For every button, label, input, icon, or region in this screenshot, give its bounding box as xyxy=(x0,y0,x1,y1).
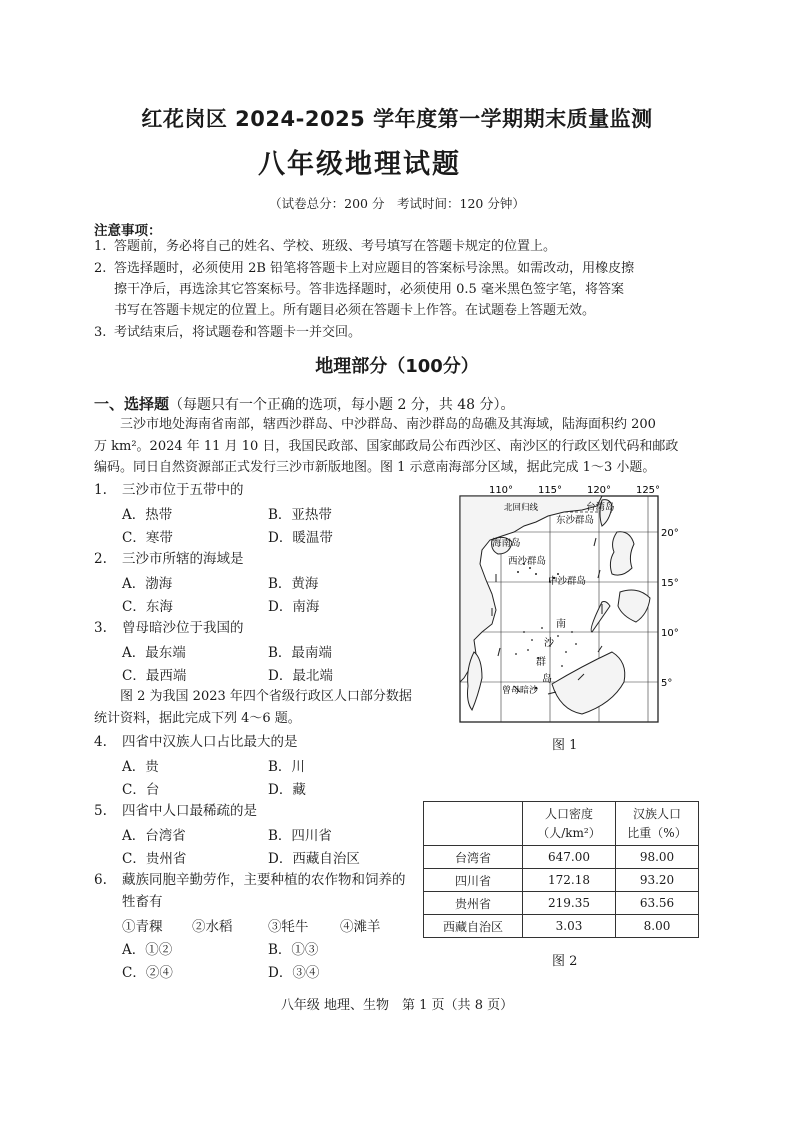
option: D．西藏自治区 xyxy=(268,851,360,867)
option: B．①③ xyxy=(268,942,319,958)
question-stem: 四省中人口最稀疏的是 xyxy=(122,803,257,819)
note-number: 2. xyxy=(94,261,107,276)
note-text: 考试结束后，将试题卷和答题卡一并交回。 xyxy=(114,325,362,340)
note-text: 书写在答题卡规定的位置上。所有题目必须在答题卡上作答。在试题卷上答题无效。 xyxy=(114,303,596,318)
province-name: 四川省 xyxy=(424,869,523,892)
note-item-2 xyxy=(94,258,706,321)
subject-title: 八年级地理试题 xyxy=(258,149,461,180)
question-number: 6. xyxy=(94,872,107,888)
question-number: 5. xyxy=(94,803,107,819)
note-text: 答题前，务必将自己的姓名、学校、班级、考号填写在答题卡规定的位置上。 xyxy=(114,239,557,254)
lat-label: 10° xyxy=(661,628,679,639)
question-stem: 藏族同胞辛勤劳作，主要种植的农作物和饲养的 xyxy=(122,872,406,888)
question-stem: 曾母暗沙位于我国的 xyxy=(122,620,244,636)
density-value: 647.00 xyxy=(523,846,616,869)
header-line: 人口密度 xyxy=(544,806,593,821)
table-header-density xyxy=(523,802,616,846)
question-1 xyxy=(94,479,244,501)
lat-label: 15° xyxy=(661,578,679,589)
table-row xyxy=(424,915,699,938)
choice-item: ②水稻 xyxy=(192,919,233,935)
question-6 xyxy=(94,869,406,891)
map-label-qun: 群 xyxy=(536,657,546,668)
lat-label: 20° xyxy=(661,528,679,539)
note-number: 1. xyxy=(94,239,107,254)
han-value: 93.20 xyxy=(616,869,699,892)
option: C．东海 xyxy=(122,599,173,615)
han-value: 8.00 xyxy=(616,915,699,938)
option: D．南海 xyxy=(268,599,320,615)
map-label-zhongsha: 中沙群岛 xyxy=(548,576,587,587)
question-stem: 三沙市所辖的海域是 xyxy=(122,551,244,567)
option: B．亚热带 xyxy=(268,507,332,523)
map-label-hainan: 海南岛 xyxy=(492,538,521,549)
figure-1-caption: 图 1 xyxy=(552,738,578,753)
province-name: 西藏自治区 xyxy=(424,915,523,938)
option: D．最北端 xyxy=(268,668,333,684)
page-footer: 八年级 地理、生物 第 1 页（共 8 页） xyxy=(280,998,514,1013)
option: A．热带 xyxy=(122,507,173,523)
lon-label: 110° xyxy=(488,485,514,496)
fig2-intro xyxy=(94,686,424,729)
question-number: 2. xyxy=(94,551,107,567)
option: C．最西端 xyxy=(122,668,187,684)
option: A．①② xyxy=(122,942,173,958)
table-header-row xyxy=(424,802,699,846)
part-instruction: （每题只有一个正确的选项，每小题 2 分，共 48 分）。 xyxy=(169,397,515,413)
note-text: 答选择题时，必须使用 2B 铅笔将答题卡上对应题目的答案标号涂黑。如需改动，用橡皮擦 xyxy=(114,261,635,276)
fig2-intro-line: 图 2 为我国 2023 年四个省级行政区人口部分数据 xyxy=(120,689,412,704)
exam-title: 红花岗区 2024-2025 学年度第一学期期末质量监测 xyxy=(141,107,653,131)
density-value: 172.18 xyxy=(523,869,616,892)
option: B．黄海 xyxy=(268,576,319,592)
question-5 xyxy=(94,800,257,822)
map-label-dongsha: 东沙群岛 xyxy=(556,515,595,526)
note-item-3 xyxy=(94,322,706,343)
option: A．最东端 xyxy=(122,645,186,661)
note-item-1 xyxy=(94,236,706,257)
figure-2-caption: 图 2 xyxy=(552,954,578,969)
option: C．贵州省 xyxy=(122,851,187,867)
density-value: 219.35 xyxy=(523,892,616,915)
map-label-tropic: 北回归线 xyxy=(504,503,539,513)
question-stem-cont: 牲畜有 xyxy=(122,894,163,910)
table-row xyxy=(424,846,699,869)
choice-item: ①青稞 xyxy=(122,919,163,935)
question-number: 3. xyxy=(94,620,107,636)
question-3 xyxy=(94,617,244,639)
exam-info: （试卷总分：200 分 考试时间：120 分钟） xyxy=(269,196,525,211)
map-label-taiwan: 台湾岛 xyxy=(586,502,615,513)
question-stem: 三沙市位于五带中的 xyxy=(122,482,244,498)
han-value: 63.56 xyxy=(616,892,699,915)
header-line: （人/km²） xyxy=(537,825,601,840)
density-value: 3.03 xyxy=(523,915,616,938)
option: D．暖温带 xyxy=(268,530,333,546)
lat-label: 5° xyxy=(661,678,673,689)
question-2 xyxy=(94,548,244,570)
option: A．渤海 xyxy=(122,576,173,592)
option: C．②④ xyxy=(122,965,173,981)
question-number: 4. xyxy=(94,734,107,750)
note-number: 3. xyxy=(94,325,107,340)
south-china-sea-map xyxy=(452,482,692,728)
intro-line: 万 km²。2024 年 11 月 10 日，我国民政部、国家邮政局公布西沙区、南沙区的行政区划代码和邮政 xyxy=(94,438,679,454)
lon-label: 115° xyxy=(537,485,563,496)
option: B．四川省 xyxy=(268,828,332,844)
option: A．台湾省 xyxy=(122,828,186,844)
part-heading xyxy=(94,393,515,414)
option: D．③④ xyxy=(268,965,320,981)
map-label-zengmu: 曾母暗沙 xyxy=(502,686,539,696)
option: B．川 xyxy=(268,759,305,775)
intro-line: 编码。同日自然资源部正式发行三沙市新版地图。图 1 示意南海部分区域，据此完成 1～3 小题。 xyxy=(94,460,656,475)
table-row xyxy=(424,892,699,915)
table-header-han xyxy=(616,802,699,846)
intro-paragraph xyxy=(94,414,706,479)
header-line: 汉族人口 xyxy=(632,806,681,821)
option: A．贵 xyxy=(122,759,159,775)
map-label-sha: 沙 xyxy=(544,638,554,649)
han-value: 98.00 xyxy=(616,846,699,869)
notes-heading: 注意事项： xyxy=(94,223,162,239)
fig2-intro-line: 统计资料，据此完成下列 4～6 题。 xyxy=(94,710,301,726)
province-name: 贵州省 xyxy=(424,892,523,915)
province-name: 台湾省 xyxy=(424,846,523,869)
table-header-empty xyxy=(424,802,523,846)
note-text: 擦干净后，再选涂其它答案标号。答非选择题时，必须使用 0.5 毫米黑色签字笔，将答案 xyxy=(114,282,624,297)
map-label-dao: 岛 xyxy=(542,674,552,685)
section-title: 地理部分（100分） xyxy=(315,356,479,377)
option: D．藏 xyxy=(268,782,306,798)
option: C．寒带 xyxy=(122,530,173,546)
map-label-xisha: 西沙群岛 xyxy=(508,556,547,567)
population-table xyxy=(423,801,699,938)
question-number: 1. xyxy=(94,482,107,498)
lon-label: 120° xyxy=(586,485,612,496)
map-label-nan: 南 xyxy=(556,619,566,630)
lon-label: 125° xyxy=(635,485,661,496)
choice-item: ④滩羊 xyxy=(340,919,381,935)
intro-line: 三沙市地处海南省南部，辖西沙群岛、中沙群岛、南沙群岛的岛礁及其海域，陆海面积约 200 xyxy=(120,417,656,432)
question-stem: 四省中汉族人口占比最大的是 xyxy=(122,734,298,750)
choice-item: ③牦牛 xyxy=(268,919,309,935)
table-row xyxy=(424,869,699,892)
part-label: 一、选择题 xyxy=(94,395,170,413)
option: C．台 xyxy=(122,782,160,798)
question-4 xyxy=(94,731,298,753)
option: B．最南端 xyxy=(268,645,332,661)
header-line: 比重（%） xyxy=(627,825,687,840)
